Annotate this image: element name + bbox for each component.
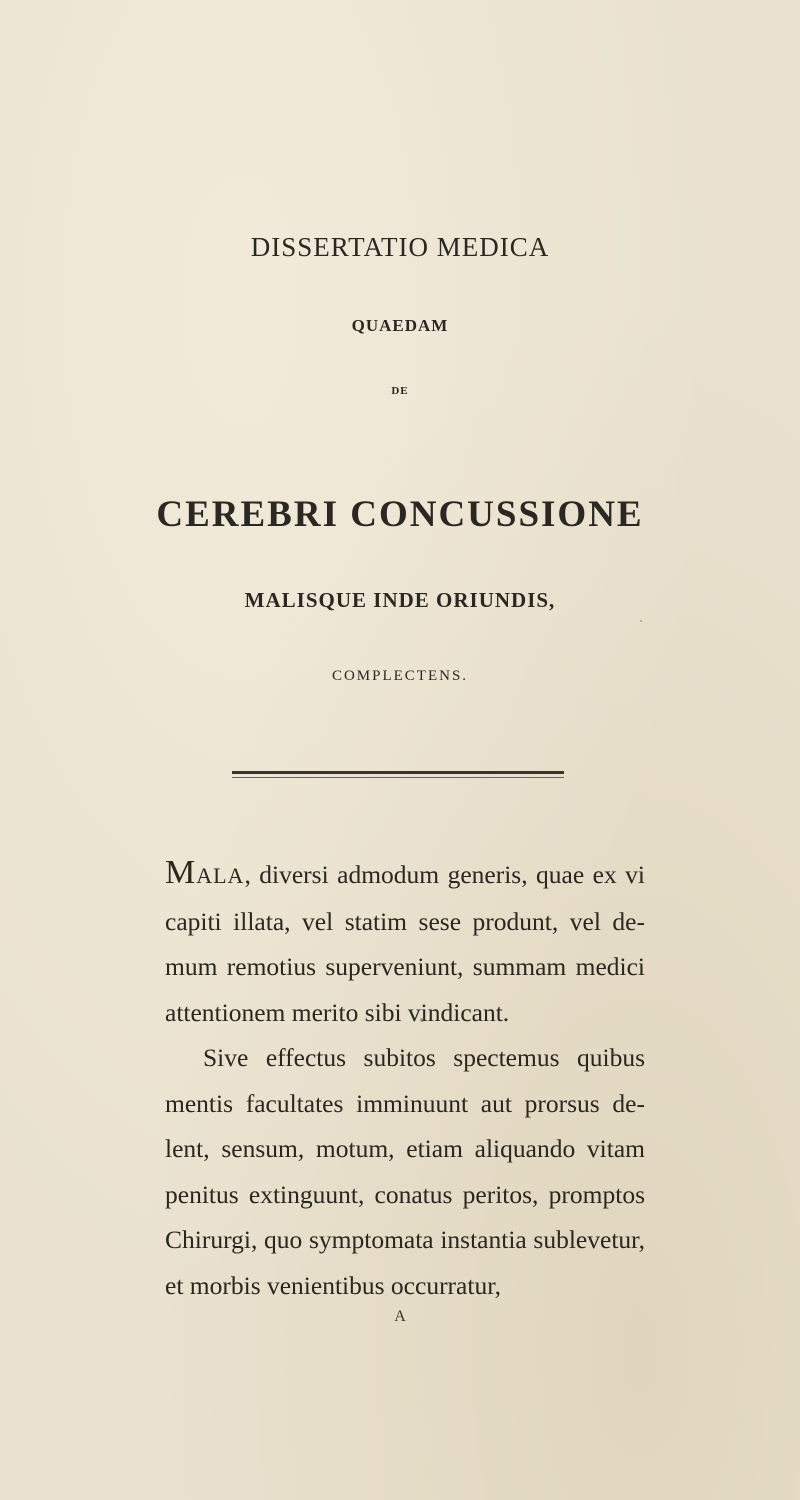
body-text — [165, 850, 645, 1308]
signature-mark: A — [394, 1308, 406, 1325]
title-line-quaedam: QUAEDAM — [351, 316, 449, 335]
paragraph-1 — [165, 850, 645, 1035]
drop-cap: M — [165, 854, 197, 891]
divider-rule-thick — [232, 771, 564, 774]
paragraph-1-text: , diversi admodum generis, quae ex vi capiti illata, vel statim sese produnt, vel demum remotius superveniunt, summam medici attentionem merito sibi vindicant. — [165, 860, 645, 1027]
title-line-complectens: COMPLECTENS. — [331, 668, 469, 684]
divider-rule-thin — [232, 777, 564, 778]
title-line-de: DE — [391, 385, 409, 397]
small-caps-word: ALA — [196, 863, 245, 888]
title-line-cerebri-concussione: CEREBRI CONCUSSIONE — [156, 494, 644, 535]
title-line-dissertatio-medica: DISSERTATIO MEDICA — [250, 232, 550, 262]
paper-speck — [640, 620, 642, 622]
paragraph-2: Sive effectus subitos spectemus quibus mentis facultates imminuunt aut prorsus delent, sensum, motum, etiam aliquando vitam penitus extinguunt, conatus peritos, promptos Chirurgi, quo symptomata instantia sublevetur, et morbis venientibus occurratur, — [165, 1043, 645, 1300]
title-line-malisque: MALISQUE INDE ORIUNDIS, — [244, 588, 556, 612]
paper-speck — [612, 1052, 615, 1055]
paper-speck — [420, 1018, 424, 1022]
